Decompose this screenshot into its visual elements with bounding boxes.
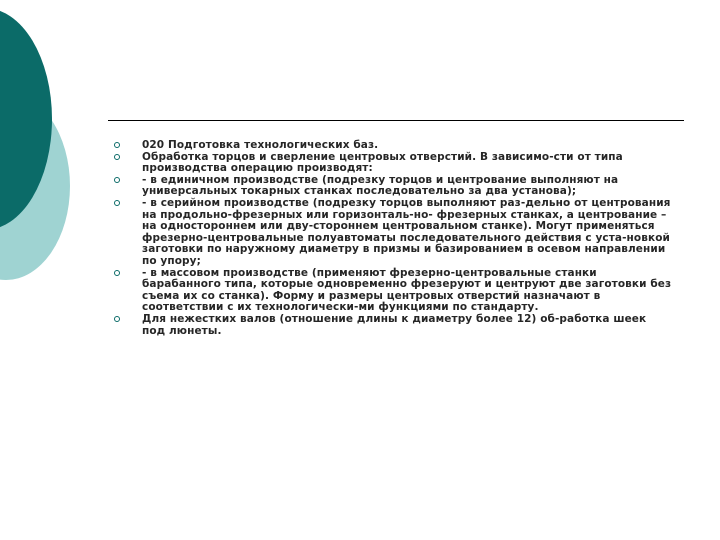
bullet-text: - в массовом производстве (применяют фрезерно-центровальные станки барабанного типа, которые одновременно фрезеруют и центруют две заготовки без съема их со станка). Форму и размеры центровых отверстий назначают в соответствии с их технологически-ми функциями по стандарту. <box>142 266 672 314</box>
bullet-text: Для нежестких валов (отношение длины к диаметру более 12) об-работка шеек под люнеты. <box>142 312 647 337</box>
hollow-circle-bullet-icon <box>114 316 120 322</box>
bullet-item <box>112 314 672 337</box>
hollow-circle-bullet-icon <box>114 142 120 148</box>
bullet-item <box>112 175 672 198</box>
hollow-circle-bullet-icon <box>114 270 120 276</box>
bullet-item <box>112 152 672 175</box>
bullet-text: Обработка торцов и сверление центровых отверстий. В зависимо-сти от типа производства операцию производят: <box>142 150 623 175</box>
bullet-list <box>112 140 672 337</box>
hollow-circle-bullet-icon <box>114 154 120 160</box>
bullet-text: 020 Подготовка технологических баз. <box>142 139 379 151</box>
bullet-item <box>112 140 672 152</box>
bullet-item <box>112 268 672 314</box>
bullet-text: - в единичном производстве (подрезку торцов и центрование выполняют на универсальных токарных станках последовательно за два установа); <box>142 173 619 198</box>
title-divider-line <box>108 120 684 121</box>
bullet-item <box>112 198 672 268</box>
hollow-circle-bullet-icon <box>114 177 120 183</box>
hollow-circle-bullet-icon <box>114 200 120 206</box>
bullet-text: - в серийном производстве (подрезку торцов выполняют раз-дельно от центрования на продольно-фрезерных или горизонталь-но- фрезерных станках, а центрование – на одностороннем или дву-стороннем центровальном станке). Могут применяться фрезерно-центровальные полуавтоматы последовательного действия с уста-новкой заготовки по наружному диаметру в призмы и базированием в осевом направлении по упору; <box>142 196 671 267</box>
